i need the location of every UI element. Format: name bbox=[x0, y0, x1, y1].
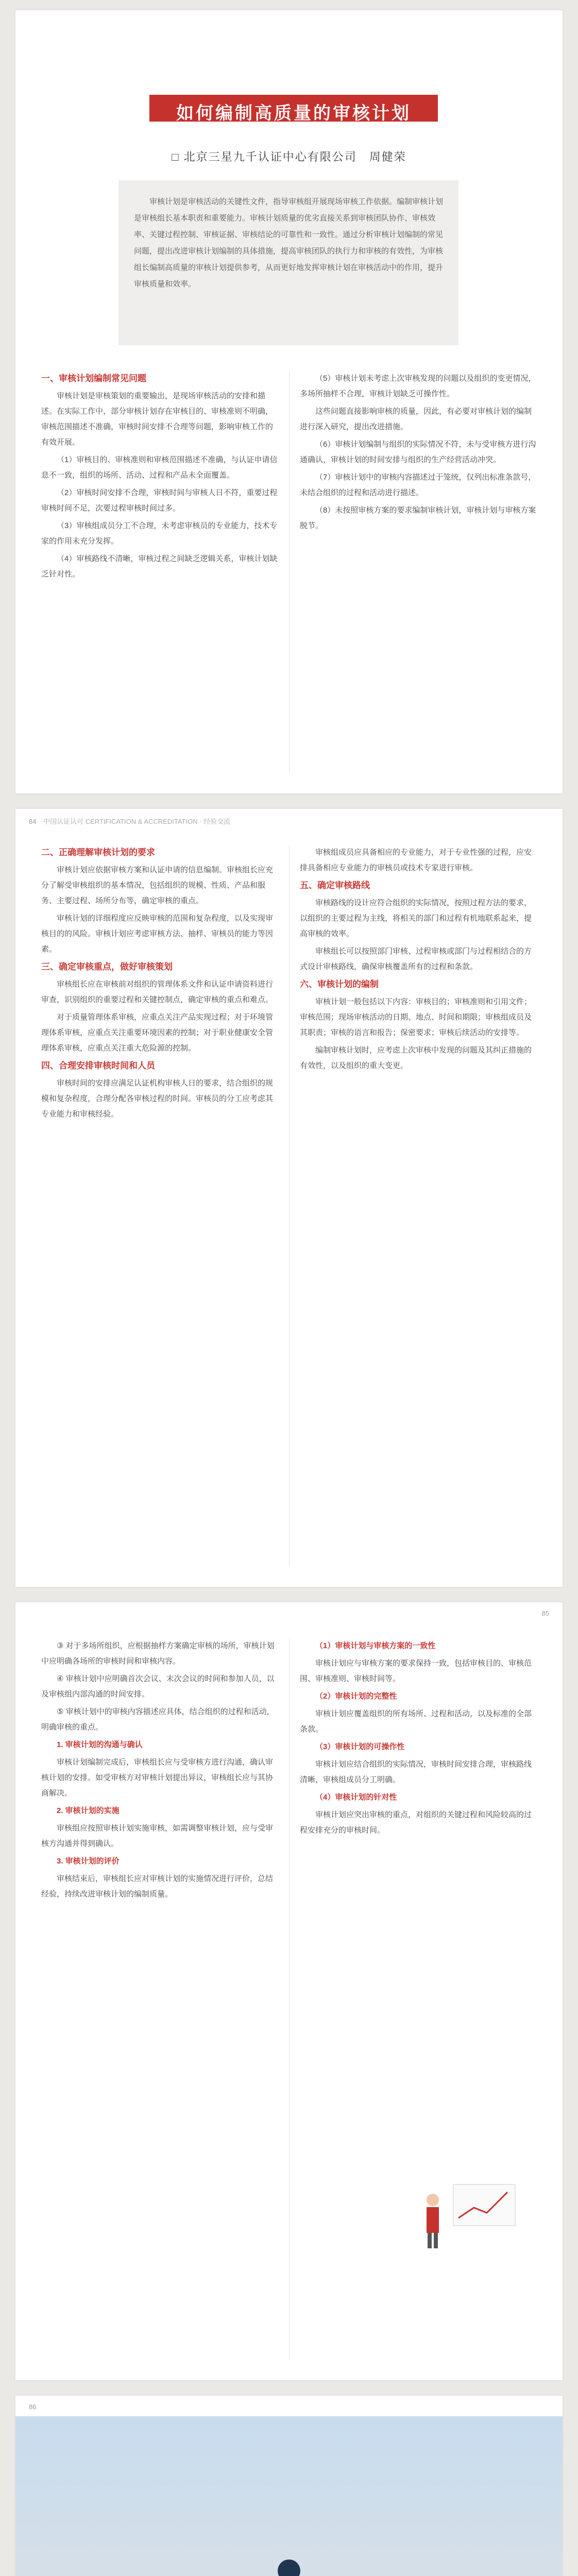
paragraph: 审核结束后，审核组长应对审核计划的实施情况进行评价，总结经验，持续改进审核计划的编制质量。 bbox=[41, 1874, 274, 1899]
page-header bbox=[29, 2403, 549, 2411]
paragraph: ③ 对于多场所组织，应根据抽样方案确定审核的场所，审核计划中应明确各场所的审核时间和审核内容。 bbox=[41, 1641, 275, 1666]
paragraph: 审核计划应突出审核的重点，对组织的关键过程和风险较高的过程安排充分的审核时间。 bbox=[300, 1810, 532, 1835]
subheading: （2）审核计划的完整性 bbox=[315, 1692, 397, 1701]
section-heading: 四、合理安排审核时间和人员 bbox=[41, 1061, 155, 1071]
subheading: 1. 审核计划的沟通与确认 bbox=[57, 1740, 143, 1749]
paragraph: （2）审核时间安排不合理，审核时间与审核人日不符，重要过程审核时间不足，次要过程审核时间过多。 bbox=[41, 488, 278, 513]
page-header bbox=[29, 1609, 549, 1617]
paragraph: 编制审核计划时，应考虑上次审核中发现的问题及其纠正措施的有效性，以及组织的重大变更。 bbox=[300, 1046, 532, 1070]
checkbox-icon: □ bbox=[172, 150, 184, 163]
page-4 bbox=[15, 2396, 563, 2576]
paragraph: （3）审核组成员分工不合理，未考虑审核员的专业能力，技术专家的作用未充分发挥。 bbox=[41, 521, 278, 546]
page1-left-column bbox=[41, 371, 278, 584]
paragraph: 审核计划的详细程度应反映审核的范围和复杂程度，以及实现审核目的的风险。审核计划应考虑审核方法、抽样、审核员的能力等因素。 bbox=[41, 914, 274, 954]
paragraph: 审核路线的设计应符合组织的实际情况，按照过程方法的要求，以组织的主要过程为主线，将相关的部门和过程有机地联系起来，提高审核的效率。 bbox=[300, 899, 532, 938]
page1-right-column bbox=[300, 371, 537, 536]
paragraph: 审核计划编制完成后，审核组长应与受审核方进行沟通，确认审核计划的安排。如受审核方对审核计划提出异议，审核组长应与其协商解决。 bbox=[41, 1758, 274, 1798]
paragraph: 审核组成员应具备相应的专业能力，对于专业性强的过程，应安排具备相应专业能力的审核员或技术专家进行审核。 bbox=[300, 848, 532, 872]
subheading: 2. 审核计划的实施 bbox=[57, 1806, 120, 1815]
subheading: （3）审核计划的可操作性 bbox=[315, 1742, 405, 1751]
paragraph: 审核计划应依据审核方案和认证申请的信息编制。审核组长应充分了解受审核组织的基本情况，包括组织的规模、性质、产品和服务、主要过程、场所分布等，确定审核的重点。 bbox=[41, 866, 274, 905]
paragraph: 审核时间的安排应满足认证机构审核人日的要求，结合组织的规模和复杂程度，合理分配各审核过程的时间。审核员的分工应考虑其专业能力和审核经验。 bbox=[41, 1079, 274, 1118]
paragraph: 这些问题直接影响审核的质量，因此，有必要对审核计划的编制进行深入研究，提出改进措施。 bbox=[300, 407, 532, 431]
subheading: （1）审核计划与审核方案的一致性 bbox=[315, 1641, 436, 1650]
section-heading: 三、确定审核重点，做好审核策划 bbox=[41, 962, 173, 972]
paragraph: 审核组长应在审核前对组织的管理体系文件和认证申请资料进行审查，识别组织的重要过程和关键控制点，确定审核的重点和难点。 bbox=[41, 980, 274, 1004]
paragraph: 审核计划应覆盖组织的所有场所、过程和活动，以及标准的全部条款。 bbox=[300, 1709, 532, 1734]
page-1 bbox=[15, 10, 563, 793]
section-heading: 一、审核计划编制常见问题 bbox=[41, 374, 146, 383]
paragraph: 审核计划是审核策划的重要输出，是现场审核活动的安排和描述。在实际工作中，部分审核计划存在审核目的、审核准则不明确，审核范围描述不准确，审核时间安排不合理等问题，影响审核工作的有效开展。 bbox=[41, 392, 274, 447]
page2-right-column bbox=[300, 845, 537, 1076]
paragraph: ④ 审核计划中应明确首次会议、末次会议的时间和参加人员，以及审核组内部沟通的时间安排。 bbox=[41, 1674, 275, 1699]
page-number: 85 bbox=[541, 1609, 549, 1617]
section-heading: 二、正确理解审核计划的要求 bbox=[41, 848, 155, 857]
abstract-box: 审核计划是审核活动的关键性文件，指导审核组开展现场审核工作依据。编制审核计划是审核组长基本职责和重要能力。审核计划质量的优劣直接关系到审核团队协作、审核效率、关键过程控制、审核证据、审核结论的可靠性和一致性。通过分析审核计划编制的常见问题，提出改进审核计划编制的具体措施，提高审核团队的执行力和审核的有效性，为审核组长编制高质量的审核计划提供参考，从而更好地发挥审核计划在审核活动中的作用，提升审核质量和效率。 bbox=[118, 180, 458, 345]
paragraph: （6）审核计划编制与组织的实际情况不符，未与受审核方进行沟通确认，审核计划的时间安排与组织的生产经营活动冲突。 bbox=[300, 440, 536, 464]
paragraph: （8）未按照审核方案的要求编制审核计划，审核计划与审核方案脱节。 bbox=[300, 506, 536, 530]
column-divider bbox=[289, 845, 290, 1566]
page-number: 86 bbox=[29, 2403, 37, 2411]
page-number: 84 bbox=[29, 818, 37, 825]
page-header bbox=[29, 816, 549, 826]
page3-left-column bbox=[41, 1638, 278, 1904]
journal-title: 中国认证认可 CERTIFICATION & ACCREDITATION · 经验交流 bbox=[43, 818, 231, 825]
subheading: 3. 审核计划的评价 bbox=[57, 1857, 120, 1866]
paragraph: （7）审核计划中的审核内容描述过于笼统，仅列出标准条款号，未结合组织的过程和活动进行描述。 bbox=[300, 473, 536, 497]
paragraph: ⑤ 审核计划中的审核内容描述应具体，结合组织的过程和活动，明确审核的重点。 bbox=[41, 1707, 275, 1732]
page-2 bbox=[15, 809, 563, 1587]
section-heading: 五、确定审核路线 bbox=[300, 880, 370, 890]
paragraph: 审核计划应与审核方案的要求保持一致，包括审核目的、审核范围、审核准则、审核时间等。 bbox=[300, 1659, 532, 1683]
paragraph: （1）审核目的、审核准则和审核范围描述不准确，与认证申请信息不一致，组织的场所、活动、过程和产品未全面覆盖。 bbox=[41, 455, 278, 480]
page-3 bbox=[15, 1602, 563, 2380]
section-heading: 六、审核计划的编制 bbox=[300, 979, 379, 989]
paragraph: 对于质量管理体系审核，应重点关注产品实现过程；对于环境管理体系审核，应重点关注重要环境因素的控制；对于职业健康安全管理体系审核，应重点关注重大危险源的控制。 bbox=[41, 1013, 274, 1053]
column-divider bbox=[289, 371, 290, 773]
column-divider bbox=[289, 1638, 290, 2360]
author-line bbox=[15, 148, 563, 164]
paragraph: 审核计划应结合组织的实际情况，审核时间安排合理，审核路线清晰，审核组成员分工明确。 bbox=[300, 1760, 532, 1784]
paragraph: 审核计划一般包括以下内容：审核目的；审核准则和引用文件；审核范围；现场审核活动的日期、地点、时间和期限；审核组成员及其职责；审核的语言和报告；保密要求；审核后续活动的安排等。 bbox=[300, 997, 532, 1037]
crossroads-illustration bbox=[15, 2416, 563, 2576]
page3-right-column bbox=[300, 1638, 537, 1840]
title-banner bbox=[149, 95, 438, 122]
paragraph: 审核组应按照审核计划实施审核，如需调整审核计划，应与受审核方沟通并得到确认。 bbox=[41, 1824, 274, 1848]
page2-left-column bbox=[41, 845, 278, 1124]
paragraph: （4）审核路线不清晰，审核过程之间缺乏逻辑关系，审核计划缺乏针对性。 bbox=[41, 554, 278, 579]
paragraph: 审核组长可以按照部门审核、过程审核或部门与过程相结合的方式设计审核路线，确保审核覆盖所有的过程和条款。 bbox=[300, 947, 532, 971]
presentation-illustration bbox=[407, 2179, 531, 2251]
article-title: 如何编制高质量的审核计划 bbox=[176, 104, 411, 123]
subheading: （4）审核计划的针对性 bbox=[315, 1793, 397, 1802]
author-text: 北京三星九千认证中心有限公司 周健荣 bbox=[183, 150, 406, 163]
paragraph: （5）审核计划未考虑上次审核发现的问题以及组织的变更情况，多场所抽样不合理，审核计划缺乏可操作性。 bbox=[300, 374, 536, 398]
